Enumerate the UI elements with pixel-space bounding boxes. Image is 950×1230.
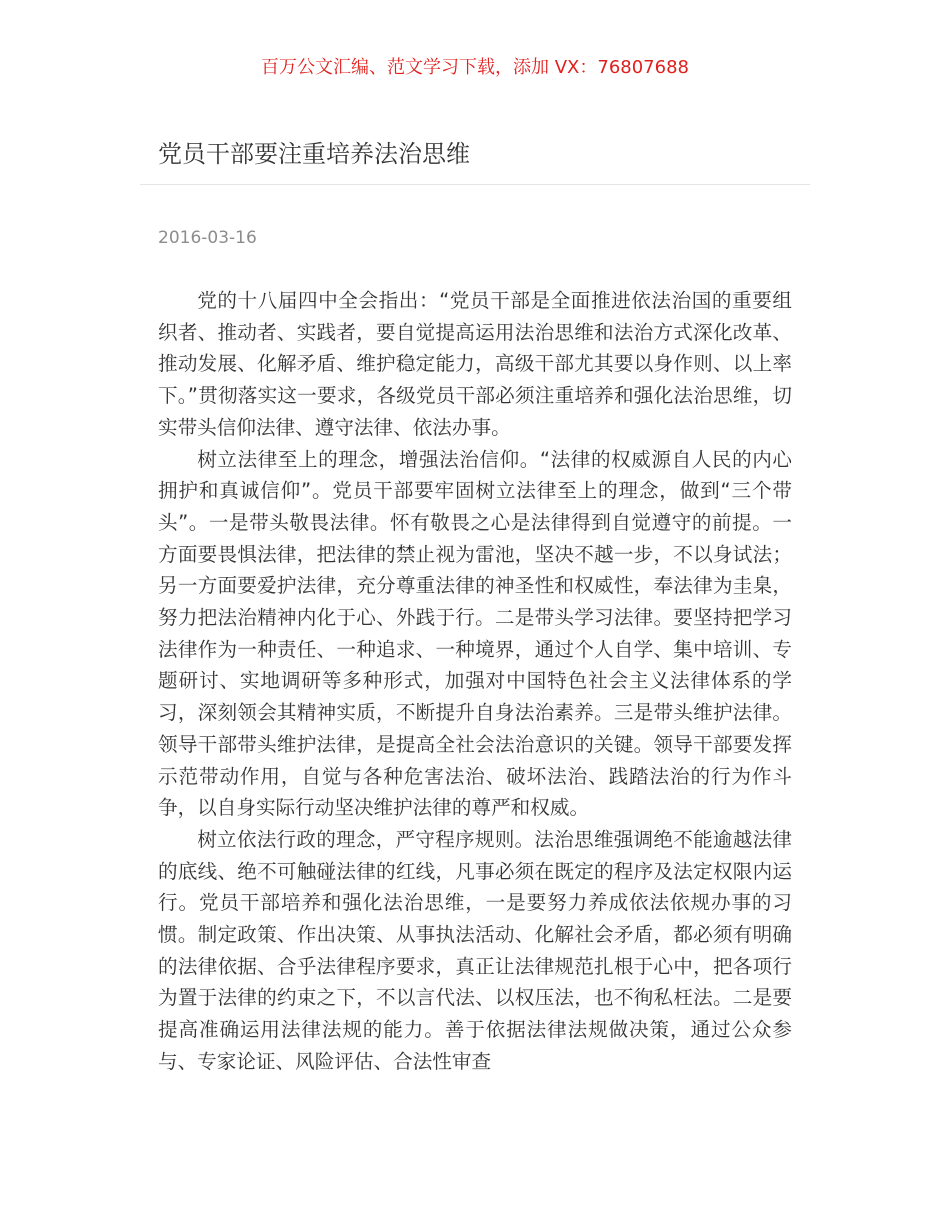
- promo-banner: 百万公文汇编、范文学习下载，添加 VX：76807688: [261, 57, 689, 78]
- article-title: 党员干部要注重培养法治思维: [158, 140, 470, 168]
- title-divider: [140, 184, 810, 185]
- paragraph: 树立法律至上的理念，增强法治信仰。“法律的权威源自人民的内心拥护和真诚信仰”。党员干部要牢固树立法律至上的理念，做到“三个带头”。一是带头敬畏法律。怀有敬畏之心是法律得到自觉遵守的前提。一方面要畏惧法律，把法律的禁止视为雷池，坚决不越一步，不以身试法；另一方面要爱护法律，充分尊重法律的神圣性和权威性，奉法律为圭臬，努力把法治精神内化于心、外践于行。二是带头学习法律。要坚持把学习法律作为一种责任、一种追求、一种境界，通过个人自学、集中培训、专题研讨、实地调研等多种形式，加强对中国特色社会主义法律体系的学习，深刻领会其精神实质，不断提升自身法治素养。三是带头维护法律。领导干部带头维护法律，是提高全社会法治意识的关键。领导干部要发挥示范带动作用，自觉与各种危害法治、破坏法治、践踏法治的行为作斗争，以自身实际行动坚决维护法律的尊严和权威。: [158, 447, 792, 820]
- paragraph: 党的十八届四中全会指出：“党员干部是全面推进依法治国的重要组织者、推动者、实践者，要自觉提高运用法治思维和法治方式深化改革、推动发展、化解矛盾、维护稳定能力，高级干部尤其要以身作则、以上率下。”贯彻落实这一要求，各级党员干部必须注重培养和强化法治思维，切实带头信仰法律、遵守法律、依法办事。: [158, 289, 792, 439]
- article-body: [158, 285, 792, 1078]
- publish-date: 2016-03-16: [158, 228, 257, 248]
- paragraph: 树立依法行政的理念，严守程序规则。法治思维强调绝不能逾越法律的底线、绝不可触碰法律的红线，凡事必须在既定的程序及法定权限内运行。党员干部培养和强化法治思维，一是要努力养成依法依规办事的习惯。制定政策、作出决策、从事执法活动、化解社会矛盾，都必须有明确的法律依据、合乎法律程序要求，真正让法律规范扎根于心中，把各项行为置于法律的约束之下，不以言代法、以权压法，也不徇私枉法。二是要提高准确运用法律法规的能力。善于依据法律法规做决策，通过公众参与、专家论证、风险评估、合法性审查: [158, 827, 792, 1073]
